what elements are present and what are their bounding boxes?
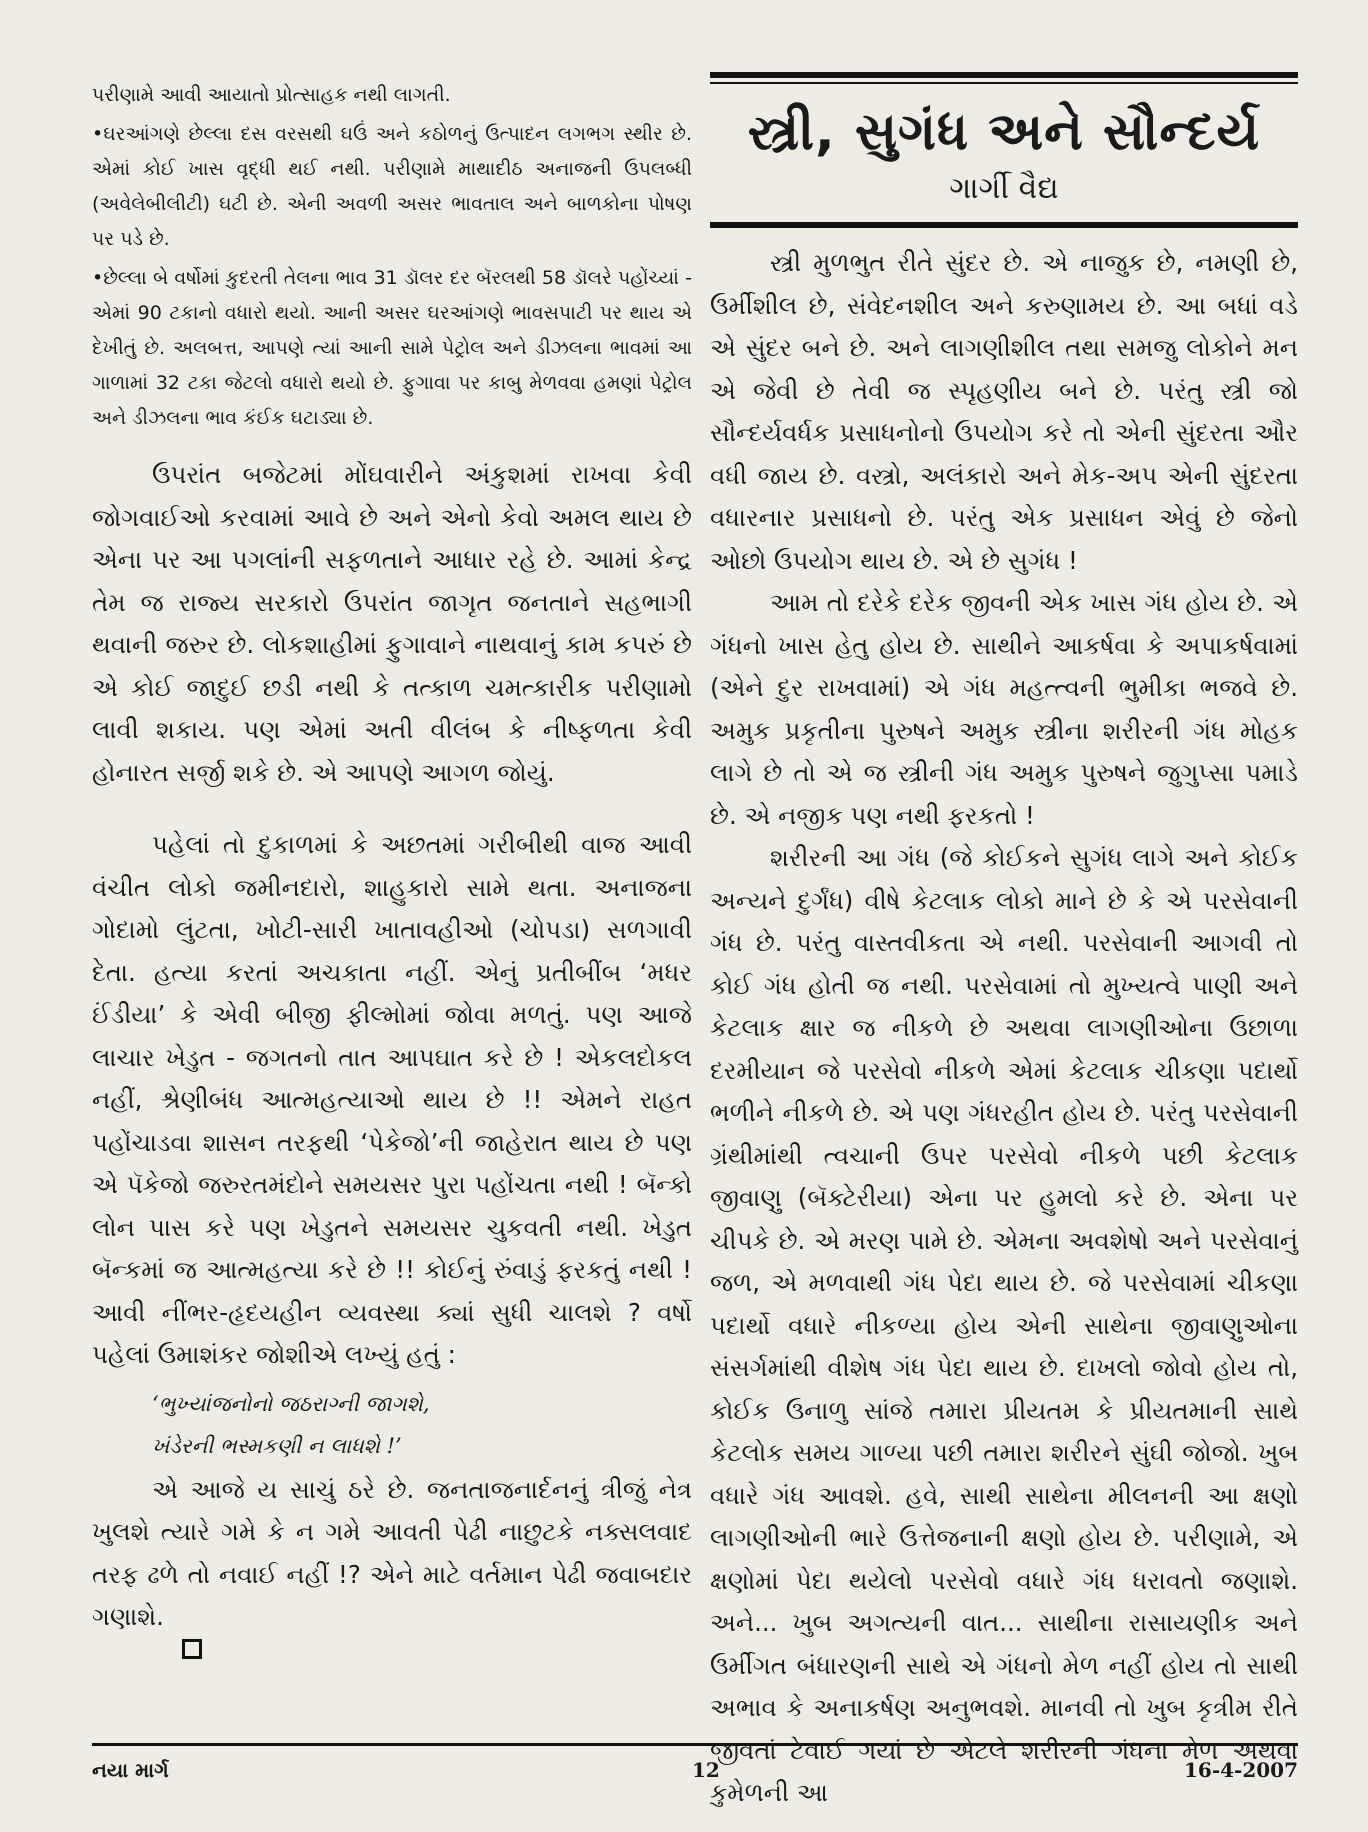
- article-paragraph-1: સ્ત્રી મુળભુત રીતે સુંદર છે. એ નાજુક છે, નમણી છે, ઉર્મીશીલ છે, સંવેદનશીલ અને કરુણામય છે. આ બધાં વડે એ સુંદર બને છે. અને લાગણીશીલ તથા સમજુ લોકોને મન એ જેવી છે તેવી જ સ્પૃહણીય બને છે. પરંતુ સ્ત્રી જો સૌન્દર્યવર્ધક પ્રસાધનોનો ઉપયોગ કરે તો એની સુંદરતા ઔર વધી જાય છે. વસ્ત્રો, અલંકારો અને મેક-અપ એની સુંદરતા વધારનાર પ્રસાધનો છે. પરંતુ એક પ્રસાધન એવું છે જેનો ઓછો ઉપયોગ થાય છે. એ છે સુગંધ !: [710, 248, 1298, 575]
- poem-quote: [92, 1385, 692, 1465]
- left-column: [92, 78, 692, 1659]
- paragraph-conclusion: એ આજે ય સાચું ઠરે છે. જનતાજનાર્દનનું ત્રીજું નેત્ર ખુલશે ત્યારે ગમે કે ન ગમે આવતી પેઢી નાછુટકે નક્સલવાદ તરફ ઢળે તો નવાઈ નહીં !? એને માટે વર્તમાન પેઢી જવાબદાર ગણાશે.: [92, 1474, 692, 1631]
- article-paragraph-2: આમ તો દરેકે દરેક જીવની એક ખાસ ગંધ હોય છે. એ ગંધનો ખાસ હેતુ હોય છે. સાથીને આકર્ષવા કે અપાકર્ષવામાં (એને દુર રાખવામાં) એ ગંધ મહત્ત્વની ભુમીકા ભજવે છે. અમુક પ્રકૃતીના પુરુષને અમુક સ્ત્રીના શરીરની ગંધ મોહક લાગે છે તો એ જ સ્ત્રીની ગંધ અમુક પુરુષને જુગુપ્સા પમાડે છે. એ નજીક પણ નથી ફરકતો !: [710, 588, 1298, 830]
- article-paragraph-3: શરીરની આ ગંધ (જે કોઈકને સુગંધ લાગે અને કોઈક અન્યને દુર્ગંધ) વીષે કેટલાક લોકો માને છે કે એ પરસેવાની ગંધ છે. પરંતુ વાસ્તવીકતા એ નથી. પરસેવાની આગવી તો કોઈ ગંધ હોતી જ નથી. પરસેવામાં તો મુખ્યત્વે પાણી અને કેટલાક ક્ષાર જ નીકળે છે અથવા લાગણીઓના ઉછાળા દરમીયાન જે પરસેવો નીકળે એમાં કેટલાક ચીકણા પદાર્થો ભળીને નીકળે છે. એ પણ ગંધરહીત હોય છે. પરંતુ પરસેવાની ગ્રંથીમાંથી ત્વચાની ઉપર પરસેવો નીકળે પછી કેટલાક જીવાણુ (બૅક્ટેરીયા) એના પર હુમલો કરે છે. એના પર ચીપકે છે. એ મરણ પામે છે. એમના અવશેષો અને પરસેવાનું જળ, એ મળવાથી ગંધ પેદા થાય છે. જે પરસેવામાં ચીકણા પદાર્થો વધારે નીકળ્યા હોય એની સાથેના જીવાણુઓના સંસર્ગમાંથી વીશેષ ગંધ પેદા થાય છે. દાખલો જોવો હોય તો, કોઈક ઉનાળુ સાંજે તમારા પ્રીયતમ કે પ્રીયતમાની સાથે કેટલોક સમય ગાળ્યા પછી તમારા શરીરને સુંઘી જોજો. ખુબ વધારે ગંધ આવશે. હવે, સાથી સાથેના મીલનની આ ક્ષણો લાગણીઓની ભારે ઉત્તેજનાની ક્ષણો હોય છે. પરીણામે, એ ક્ષણોમાં પેદા થયેલો પરસેવો વધારે ગંધ ધરાવતો જણાશે. અને... ખુબ અગત્યની વાત... સાથીના રાસાયણીક અને ઉર્મીગત બંધારણની સાથે એ ગંધનો મેળ નહીં હોય તો સાથી અભાવ કે અનાકર્ષણ અનુભવશે. માનવી તો ખુબ કૃત્રીમ રીતે જીવતાં ટેવાઈ ગયાં છે એટલે શરીરની ગંધના મેળ અથવા કુમેળની આ: [710, 843, 1298, 1807]
- quote-line-1: ‘ભુખ્યાંજનોનો જઠરાગ્ની જાગશે,: [152, 1391, 430, 1416]
- magazine-name: નયા માર્ગ: [92, 1758, 169, 1782]
- title-rule-thin: [710, 82, 1298, 84]
- bullet-paragraph-oil: • છેલ્લા બે વર્ષોમાં કુદરતી તેલના ભાવ 31 ડૉલર દર બૅરલથી 58 ડૉલરે પહોંચ્યાં - એમાં 90 ટકાનો વધારો થયો. આની અસર ઘરઆંગણે ભાવસપાટી પર થાય એ દેખીતું છે. અલબત્ત, આપણે ત્યાં આની સામે પેટ્રોલ અને ડીઝલના ભાવમાં આ ગાળામાં 32 ટકા જેટલો વધારો થયો છે. ફુગાવા પર કાબુ મેળવવા હમણાં પેટ્રોલ અને ડીઝલના ભાવ કંઈક ઘટાડ્યા છે.: [92, 261, 692, 436]
- page-number: 12: [692, 1758, 720, 1782]
- issue-date: 16-4-2007: [1183, 1758, 1298, 1782]
- title-rule-bottom: [710, 222, 1298, 228]
- right-column: [710, 72, 1298, 1815]
- quote-line-2: ખંડેરની ભસ્મકણી ન લાધશે !’: [152, 1433, 402, 1458]
- title-rule-top: [710, 72, 1298, 78]
- paragraph-farmers: પહેલાં તો દુકાળમાં કે અછતમાં ગરીબીથી વાજ આવી વંચીત લોકો જમીનદારો, શાહુકારો સામે થતા. અનાજના ગોદામો લુંટતા, ખોટી-સારી ખાતાવહીઓ (ચોપડા) સળગાવી દેતા. હત્યા કરતાં અચકાતા નહીં. એનું પ્રતીબીંબ ‘મધર ઈંડીયા’ કે એવી બીજી ફીલ્મોમાં જોવા મળતું. પણ આજે લાચાર ખેડુત - જગતનો તાત આપઘાત કરે છે ! એકલદોકલ નહીં, શ્રેણીબંધ આત્મહત્યાઓ થાય છે !! એમને રાહત પહોંચાડવા શાસન તરફથી ‘પેકેજો’ની જાહેરાત થાય છે પણ એ પૅકેજો જરુરતમંદોને સમયસર પુરા પહોંચતા નથી ! બૅન્કો લોન પાસ કરે પણ ખેડુતને સમયસર ચુકવતી નથી. ખેડુત બૅન્કમાં જ આત્મહત્યા કરે છે !! કોઈનું રુંવાડું ફરકતું નથી ! આવી નીંભર-હૃદયહીન વ્યવસ્થા ક્યાં સુધી ચાલશે ? વર્ષો પહેલાં ઉમાશંકર જોશીએ લખ્યું હતું :: [92, 830, 692, 1369]
- page-footer: [92, 1743, 1298, 1782]
- end-of-article-mark: [182, 1639, 202, 1659]
- article-author: ગાર્ગી વૈદ્ય: [949, 171, 1059, 206]
- bullet-paragraph-wheat: • ઘરઆંગણે છેલ્લા દસ વરસથી ઘઉં અને કઠોળનું ઉત્પાદન લગભગ સ્થીર છે. એમાં કોઈ ખાસ વૃદ્ધી થઈ નથી. પરીણામે માથાદીઠ અનાજની ઉપલબ્ધી (અવેલેબીલીટી) ઘટી છે. એની અવળી અસર ભાવતાલ અને બાળકોના પોષણ પર પડે છે.: [92, 117, 692, 257]
- article-title: સ્ત્રી, સુગંધ અને સૌન્દર્ય: [747, 102, 1261, 162]
- intro-line: પરીણામે આવી આયાતો પ્રોત્સાહક નથી લાગતી.: [92, 84, 451, 106]
- paragraph-budget: ઉપરાંત બજેટમાં મોંઘવારીને અંકુશમાં રાખવા કેવી જોગવાઈઓ કરવામાં આવે છે અને એનો કેવો અમલ થાય છે એના પર આ પગલાંની સફળતાને આધાર રહે છે. આમાં કેન્દ્ર તેમ જ રાજ્ય સરકારો ઉપરાંત જાગૃત જનતાને સહભાગી થવાની જરુર છે. લોકશાહીમાં ફુગાવાને નાથવાનું કામ કપરું છે એ કોઈ જાદુઈ છડી નથી કે તત્કાળ ચમત્કારીક પરીણામો લાવી શકાય. પણ એમાં અતી વીલંબ કે નીષ્ફળતા કેવી હોનારત સર્જી શકે છે. એ આપણે આગળ જોયું.: [92, 460, 692, 787]
